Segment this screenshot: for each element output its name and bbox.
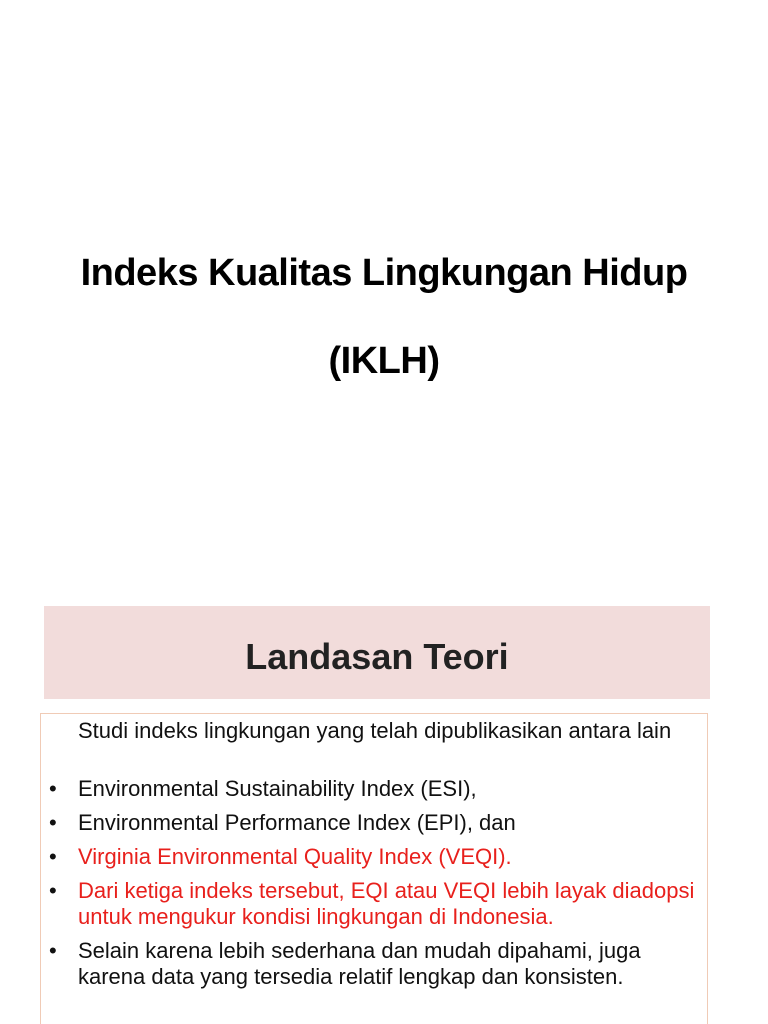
slide-title-abbreviation: (IKLH) (328, 340, 440, 382)
intro-text: Studi indeks lingkungan yang telah dipublikasikan antara lain (78, 718, 672, 743)
list-item-text: Environmental Performance Index (EPI), dan (78, 810, 516, 835)
content-box (40, 713, 708, 1024)
bullet-icon: • (49, 938, 57, 963)
list-item-highlighted (41, 878, 701, 930)
bullet-icon: • (49, 810, 57, 835)
bullet-icon: • (49, 844, 57, 869)
list-item (41, 810, 701, 836)
list-item-text: Selain karena lebih sederhana dan mudah dipahami, juga karena data yang tersedia relatif lengkap dan konsisten. (78, 938, 641, 989)
bullet-list (41, 776, 701, 998)
section-header (44, 606, 710, 699)
list-item-text: Dari ketiga indeks tersebut, EQI atau VEQI lebih layak diadopsi untuk mengukur kondisi lingkungan di Indonesia. (78, 878, 695, 929)
list-item (41, 938, 701, 990)
bullet-icon: • (49, 776, 57, 801)
list-item (41, 776, 701, 802)
list-item-highlighted (41, 844, 701, 870)
bullet-icon: • (49, 878, 57, 903)
list-item-text: Virginia Environmental Quality Index (VEQI). (78, 844, 512, 869)
slide-title: Indeks Kualitas Lingkungan Hidup (80, 252, 688, 294)
list-item-text: Environmental Sustainability Index (ESI), (78, 776, 477, 801)
section-heading: Landasan Teori (245, 636, 509, 677)
